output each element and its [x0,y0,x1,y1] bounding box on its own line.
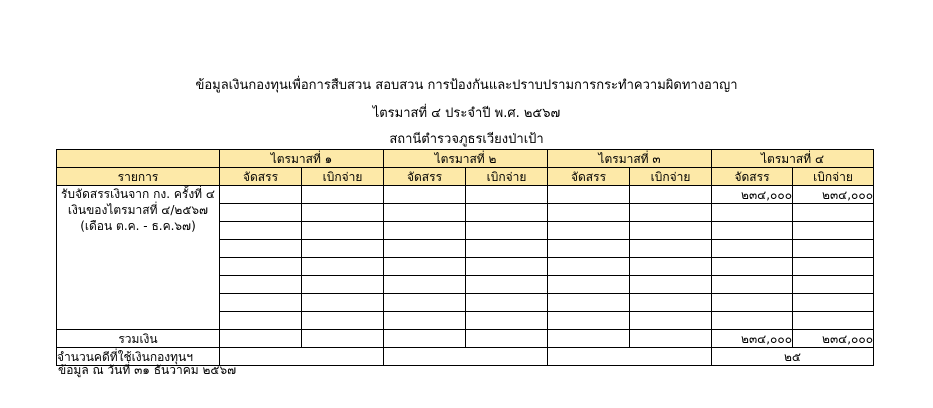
sub-header-row [57,168,874,186]
cell-q4-spent [793,258,874,276]
cell-q3-allocated [548,204,630,222]
quarter-3-header: ไตรมาสที่ ๓ [548,150,712,168]
cell-q2-spent [466,240,548,258]
item-description [57,186,220,330]
cell-q1-allocated [220,222,302,240]
quarter-1-header: ไตรมาสที่ ๑ [220,150,384,168]
cell-q3-spent [630,240,712,258]
cell-q4-allocated: ๒๓๔,๐๐๐ [712,186,793,204]
fund-table [56,149,874,366]
cell-q4-spent [793,276,874,294]
cell-q2-spent [466,276,548,294]
cell-q2-allocated [384,222,466,240]
cell-q4-spent [793,240,874,258]
total-q3-allocated [548,330,630,348]
cell-q4-allocated [712,312,793,330]
cell-q4-allocated [712,276,793,294]
q2-spent-header: เบิกจ่าย [466,168,548,186]
cell-q1-allocated [220,312,302,330]
cell-q1-allocated [220,276,302,294]
cell-q4-allocated [712,258,793,276]
document-title: ข้อมูลเงินกองทุนเพื่อการสืบสวน สอบสวน การป้องกันและปราบปรามการกระทำความผิดทางอาญา [195,78,738,93]
cell-q4-allocated [712,294,793,312]
cases-q1 [220,348,384,366]
q4-spent-header: เบิกจ่าย [793,168,874,186]
cell-q1-spent [302,312,384,330]
cell-q2-allocated [384,204,466,222]
cell-q2-allocated [384,240,466,258]
total-q1-allocated [220,330,302,348]
item-header: รายการ [57,168,220,186]
cell-q1-allocated [220,240,302,258]
quarter-4-header: ไตรมาสที่ ๔ [712,150,874,168]
total-q2-spent [466,330,548,348]
q1-spent-header: เบิกจ่าย [302,168,384,186]
item-header-top [57,150,220,168]
item-description-line: รับจัดสรรเงินจาก กง. ครั้งที่ ๔ [60,187,215,201]
cell-q4-spent [793,204,874,222]
cases-label: จำนวนคดีที่ใช้เงินกองทุนฯ [57,348,220,366]
cell-q3-spent [630,294,712,312]
cell-q4-allocated [712,222,793,240]
cases-q2 [384,348,548,366]
cell-q1-allocated [220,204,302,222]
cell-q3-spent [630,312,712,330]
cell-q2-spent [466,186,548,204]
cell-q4-spent [793,294,874,312]
cell-q2-spent [466,204,548,222]
cell-q2-spent [466,294,548,312]
cell-q3-allocated [548,258,630,276]
total-q4-allocated: ๒๓๔,๐๐๐ [712,330,793,348]
total-q3-spent [630,330,712,348]
cases-q3 [548,348,712,366]
cell-q4-spent: ๒๓๔,๐๐๐ [793,186,874,204]
total-row [57,330,874,348]
q1-allocated-header: จัดสรร [220,168,302,186]
cell-q3-allocated [548,186,630,204]
cell-q3-spent [630,222,712,240]
cell-q4-allocated [712,240,793,258]
cell-q4-allocated [712,204,793,222]
cell-q1-spent [302,186,384,204]
cell-q3-allocated [548,222,630,240]
cell-q2-allocated [384,258,466,276]
cell-q4-spent [793,312,874,330]
cell-q2-spent [466,312,548,330]
cell-q2-spent [466,222,548,240]
cell-q2-allocated [384,276,466,294]
cell-q1-spent [302,294,384,312]
document-subtitle-quarter: ไตรมาสที่ ๔ ประจำปี พ.ศ. ๒๕๖๗ [372,106,561,121]
cell-q2-allocated [384,312,466,330]
item-description-line: เงินของไตรมาสที่ ๔/๒๕๖๗ [67,203,209,217]
cell-q1-spent [302,222,384,240]
cell-q1-allocated [220,186,302,204]
data-as-of-note: ข้อมูล ณ วันที่ ๓๑ ธันวาคม ๒๕๖๗ [58,363,237,377]
cell-q3-spent [630,204,712,222]
total-q1-spent [302,330,384,348]
cell-q3-allocated [548,276,630,294]
total-label: รวมเงิน [57,330,220,348]
cell-q3-allocated [548,312,630,330]
cell-q2-spent [466,258,548,276]
cell-q3-allocated [548,294,630,312]
cell-q1-allocated [220,258,302,276]
cell-q3-spent [630,258,712,276]
item-description-line: (เดือน ต.ค. - ธ.ค.๖๗) [80,219,196,233]
quarter-header-row [57,150,874,168]
cell-q1-spent [302,204,384,222]
quarter-2-header: ไตรมาสที่ ๒ [384,150,548,168]
q3-spent-header: เบิกจ่าย [630,168,712,186]
cell-q4-spent [793,222,874,240]
q4-allocated-header: จัดสรร [712,168,793,186]
cell-q3-spent [630,276,712,294]
cell-q1-spent [302,258,384,276]
cases-q4: ๒๕ [712,348,874,366]
total-q2-allocated [384,330,466,348]
q3-allocated-header: จัดสรร [548,168,630,186]
cell-q2-allocated [384,294,466,312]
cell-q1-spent [302,240,384,258]
cell-q3-spent [630,186,712,204]
total-q4-spent: ๒๓๔,๐๐๐ [793,330,874,348]
cell-q1-spent [302,276,384,294]
cell-q1-allocated [220,294,302,312]
document-subtitle-station: สถานีตำรวจภูธรเวียงป่าเป้า [389,132,544,147]
cell-q2-allocated [384,186,466,204]
table-row [57,186,874,204]
q2-allocated-header: จัดสรร [384,168,466,186]
cell-q3-allocated [548,240,630,258]
